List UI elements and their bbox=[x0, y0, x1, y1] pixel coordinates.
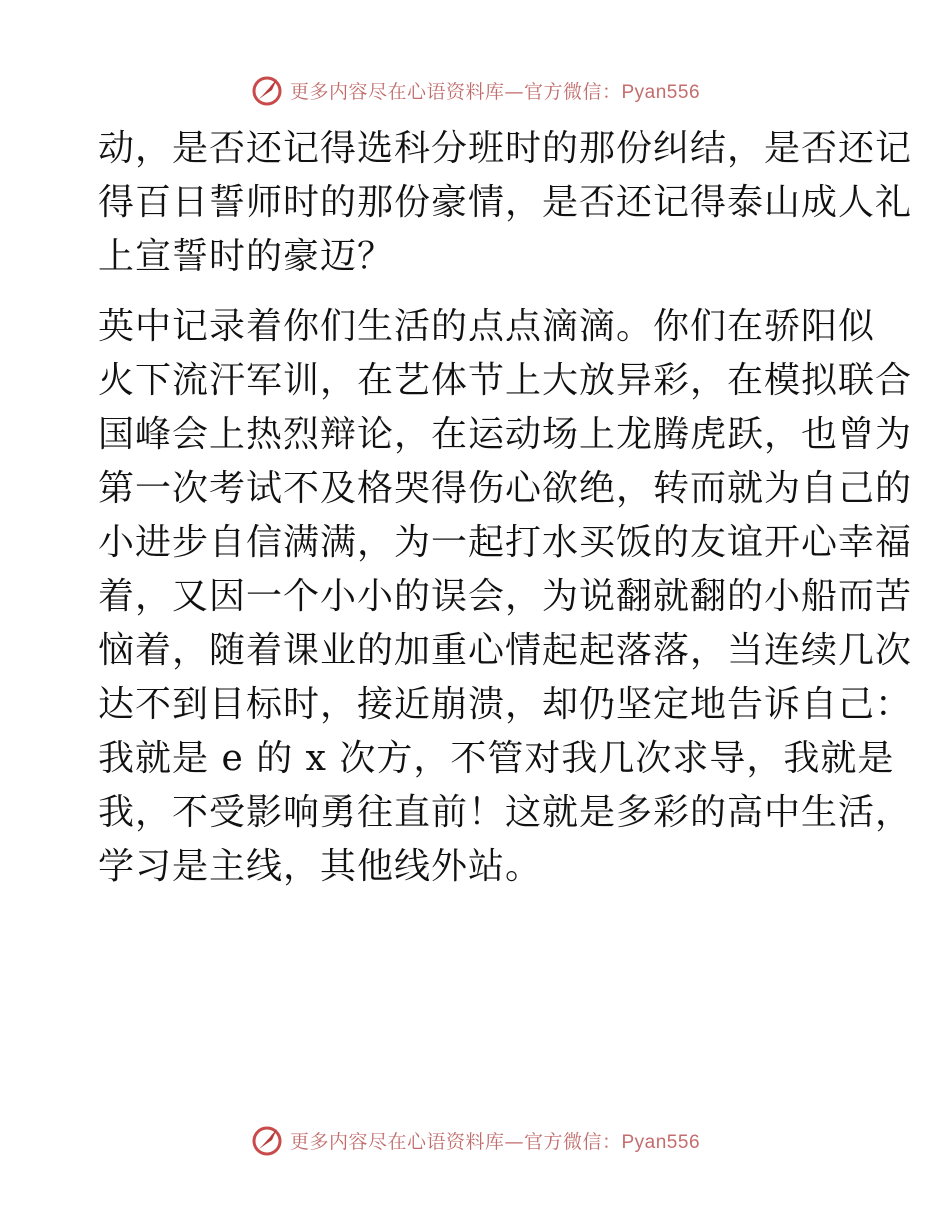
watermark-text-en: Pyan556 bbox=[621, 1131, 701, 1153]
text-line: 我就是 e 的 x 次方，不管对我几次求导，我就是 bbox=[98, 738, 895, 779]
text-line: 学习是主线，其他线外站。 bbox=[98, 846, 543, 887]
watermark-text bbox=[290, 77, 700, 104]
text-line: 我，不受影响勇往直前！这就是多彩的高中生活， bbox=[98, 792, 913, 833]
watermark-text bbox=[290, 1127, 700, 1154]
paragraph-1 bbox=[98, 122, 913, 284]
watermark-text-cn: 更多内容尽在心语资料库—官方微信： bbox=[289, 1130, 622, 1153]
header-watermark bbox=[0, 70, 950, 110]
text-line: 恼着，随着课业的加重心情起起落落，当连续几次 bbox=[98, 630, 913, 671]
footer-watermark bbox=[0, 1120, 950, 1160]
text-line: 英中记录着你们生活的点点滴滴。你们在骄阳似 bbox=[98, 306, 876, 347]
feather-logo-icon bbox=[250, 1122, 286, 1158]
text-line: 达不到目标时，接近崩溃，却仍坚定地告诉自己： bbox=[98, 684, 913, 725]
feather-logo-icon bbox=[250, 72, 286, 108]
text-line: 动，是否还记得选科分班时的那份纠结，是否还记 bbox=[98, 128, 913, 169]
text-line: 国峰会上热烈辩论，在运动场上龙腾虎跃，也曾为 bbox=[98, 414, 913, 455]
text-line: 得百日誓师时的那份豪情，是否还记得泰山成人礼 bbox=[98, 182, 913, 223]
watermark-text-en: Pyan556 bbox=[621, 81, 701, 103]
paragraph-2 bbox=[98, 300, 913, 894]
text-line: 着，又因一个小小的误会，为说翻就翻的小船而苦 bbox=[98, 576, 913, 617]
text-line: 上宣誓时的豪迈？ bbox=[98, 236, 395, 277]
watermark-text-cn: 更多内容尽在心语资料库—官方微信： bbox=[289, 80, 622, 103]
text-line: 火下流汗军训，在艺体节上大放异彩，在模拟联合 bbox=[98, 360, 913, 401]
text-line: 第一次考试不及格哭得伤心欲绝，转而就为自己的 bbox=[98, 468, 913, 509]
text-line: 小进步自信满满，为一起打水买饭的友谊开心幸福 bbox=[98, 522, 913, 563]
document-body bbox=[98, 122, 913, 894]
